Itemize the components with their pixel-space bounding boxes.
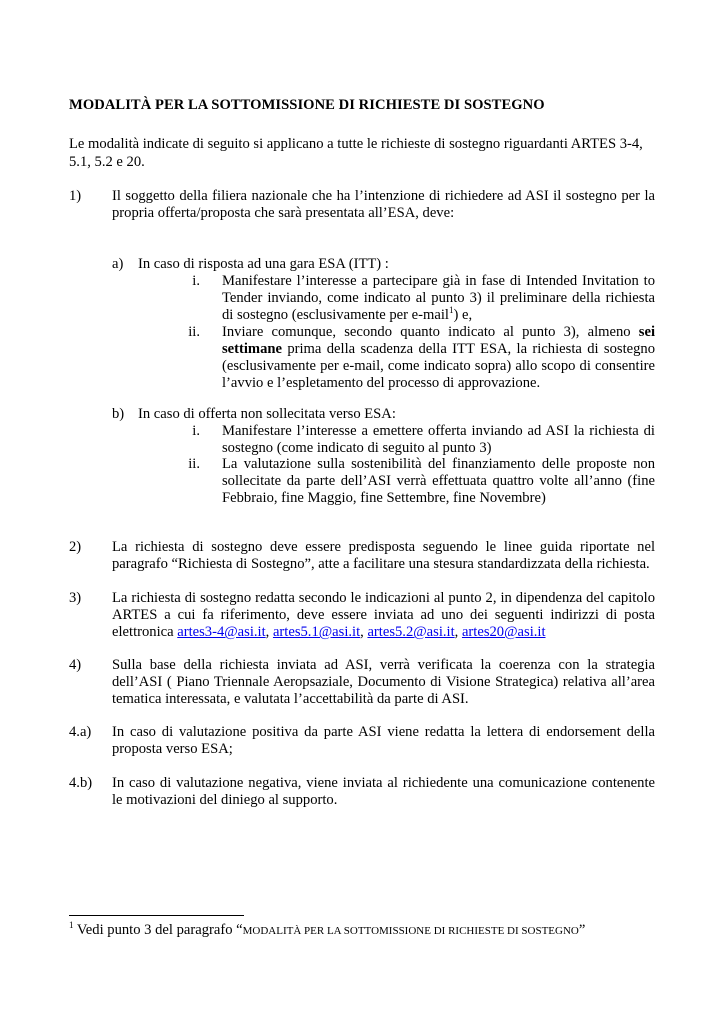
- item-4b-text: In caso di valutazione negativa, viene inviata al richiedente una comunicazione contenente le motivazioni del diniego al supporto.: [112, 775, 655, 808]
- item-1a-ii-number: ii.: [188, 324, 200, 340]
- item-1-text: Il soggetto della filiera nazionale che ha l’intenzione di richiedere ad ASI il sostegno per la propria offerta/proposta che sarà presentata all’ESA, deve:: [112, 188, 655, 221]
- item-1a-i-text: [222, 273, 655, 324]
- email-link-artes3-4[interactable]: artes3-4@asi.it: [177, 624, 266, 640]
- document-title: MODALITÀ PER LA SOTTOMISSIONE DI RICHIESTE DI SOSTEGNO: [69, 97, 545, 113]
- item-1a-ii-text: [222, 324, 655, 392]
- item-1a-ii-emphasis: sei settimane: [222, 324, 655, 357]
- item-1a-i-number: i.: [192, 273, 200, 289]
- item-1a-ii-text-end: prima della scadenza della ITT ESA, la richiesta di sostegno (esclusivamente per e-mail, come indicato sopra) allo scopo di consentire l’avvio e l’espletamento del processo di approvazione.: [222, 341, 655, 391]
- email-link-artes5-1[interactable]: artes5.1@asi.it: [272, 624, 361, 640]
- footnote-reference: 1: [448, 305, 454, 316]
- intro-line-1: Le modalità indicate di seguito si applicano a tutte le richieste di sostegno riguardanti ARTES 3-4,: [69, 136, 643, 152]
- item-1b-ii-text: La valutazione sulla sostenibilità del finanziamento delle proposte non sollecitate da parte dell’ASI verrà effettuata quattro volte all’anno (fine Febbraio, fine Maggio, fine Settembre, fine Novembre): [222, 456, 655, 506]
- item-3-text-main: La richiesta di sostegno redatta secondo le indicazioni al punto 2, in dipendenza del capitolo ARTES a cui fa riferimento, deve essere inviata ad uno dei seguenti indirizzi di posta elettronica: [112, 590, 655, 640]
- email-separator: ,: [454, 624, 462, 640]
- email-link-artes5-2[interactable]: artes5.2@asi.it: [367, 624, 455, 640]
- item-1b-label: b): [112, 406, 125, 422]
- item-1b-text: In caso di offerta non sollecitata verso ESA:: [138, 406, 396, 422]
- footnote-close-quote: ”: [578, 922, 586, 938]
- item-2-number: 2): [69, 539, 82, 555]
- item-4a-text: In caso di valutazione positiva da parte ASI viene redatta la lettera di endorsement della proposta verso ESA;: [112, 724, 655, 757]
- footnote-reference-title: MODALITÀ PER LA SOTTOMISSIONE DI RICHIESTE DI SOSTEGNO: [242, 925, 579, 937]
- item-1a-ii-text-start: Inviare comunque, secondo quanto indicato al punto 3), almeno: [222, 324, 639, 340]
- intro-line-2: 5.1, 5.2 e 20.: [69, 154, 145, 170]
- item-1a-text: In caso di risposta ad una gara ESA (ITT) :: [138, 256, 389, 272]
- item-1b-i-text: Manifestare l’interesse a emettere offerta inviando ad ASI la richiesta di sostegno (come indicato di seguito al punto 3): [222, 423, 655, 456]
- item-1b-ii-number: ii.: [188, 456, 200, 472]
- item-2-text: La richiesta di sostegno deve essere predisposta seguendo le linee guida riportate nel paragrafo “Richiesta di Sostegno”, atte a facilitare una stesura standardizzata della richiesta.: [112, 539, 655, 572]
- footnote-text: Vedi punto 3 del paragrafo “: [73, 922, 243, 938]
- item-1-number: 1): [69, 188, 82, 204]
- email-separator: ,: [360, 624, 368, 640]
- item-4b-number: 4.b): [69, 775, 93, 791]
- footnote-separator: [69, 915, 244, 916]
- email-link-artes20[interactable]: artes20@asi.it: [461, 624, 546, 640]
- item-3-text: [112, 590, 655, 641]
- item-3-number: 3): [69, 590, 82, 606]
- item-1a-i-text-main: Manifestare l’interesse a partecipare già in fase di Intended Invitation to Tender inviando, come indicato al punto 3) il preliminare della richiesta di sostegno (esclusivamente per e-mail: [222, 273, 655, 323]
- email-separator: ,: [265, 624, 273, 640]
- item-4-text: Sulla base della richiesta inviata ad ASI, verrà verificata la coerenza con la strategia dell’ASI ( Piano Triennale Aeropsaziale, Documento di Visione Strategica) relativa all’area tematica interessata, e valutata l’accettabilità da parte di ASI.: [112, 657, 655, 707]
- item-1a-i-text-end: ) e,: [453, 307, 473, 323]
- footnote-mark: 1: [69, 920, 74, 931]
- item-4-number: 4): [69, 657, 82, 673]
- item-4a-number: 4.a): [69, 724, 92, 740]
- item-1b-i-number: i.: [192, 423, 200, 439]
- footnote: [69, 922, 585, 939]
- item-1a-label: a): [112, 256, 124, 272]
